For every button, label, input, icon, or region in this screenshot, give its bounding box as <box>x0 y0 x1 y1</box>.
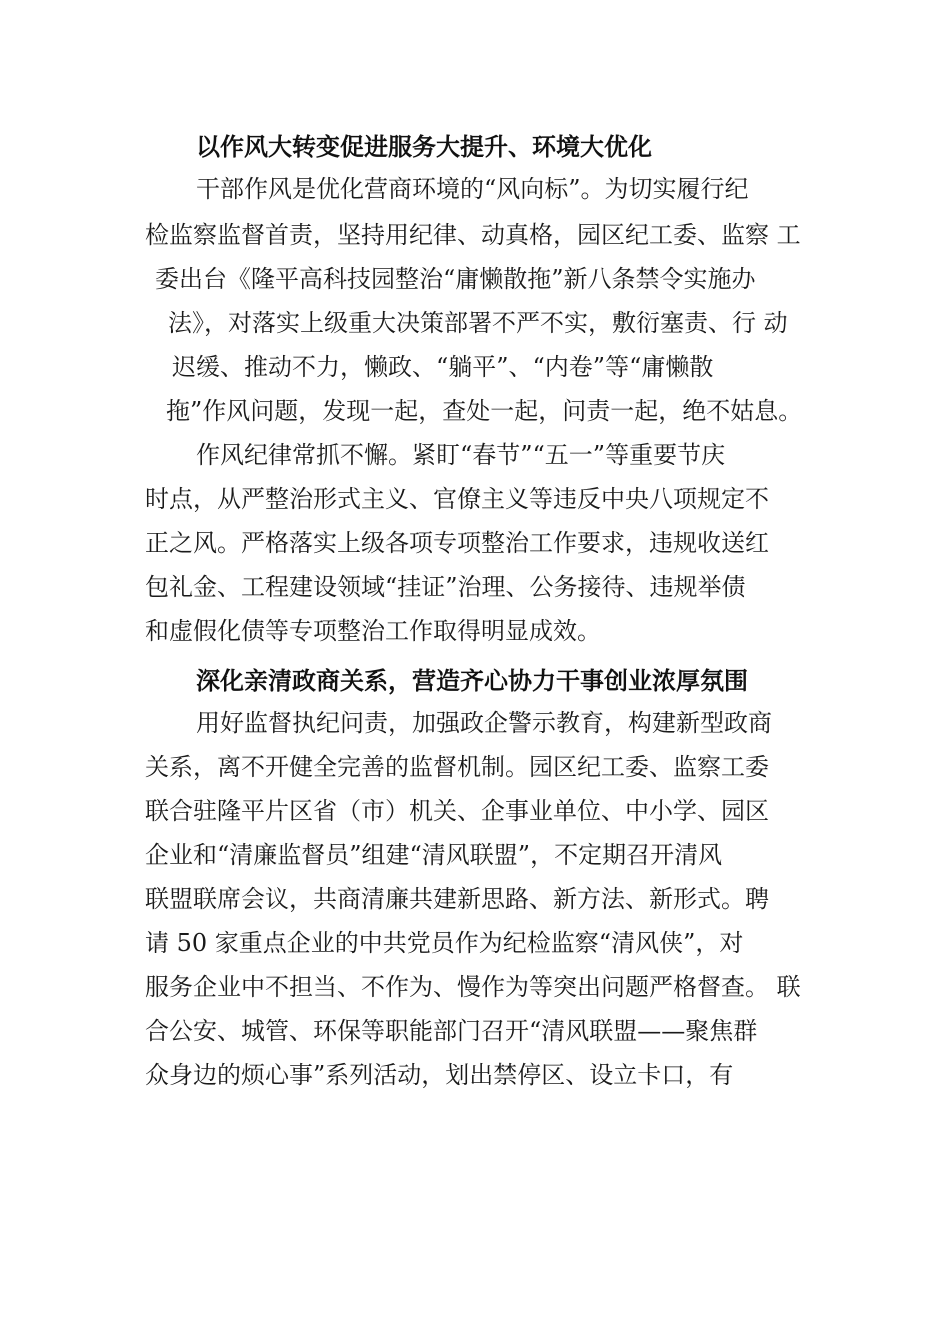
section1-p1-line: 拖”作风问题，发现一起，查处一起，问责一起，绝不姑息。 <box>166 397 803 425</box>
section1-p1-line: 迟缓、推动不力，懒政、“躺平”、“内卷”等“庸懒散 <box>172 353 714 381</box>
section2-p1-line: 请 50 家重点企业的中共党员作为纪检监察“清风侠”，对 <box>145 929 744 957</box>
section2-p1-line: 合公安、城管、环保等职能部门召开“清风联盟——聚焦群 <box>145 1017 758 1045</box>
section1-p2-line: 时点，从严整治形式主义、官僚主义等违反中央八项规定不 <box>145 485 769 513</box>
section1-p1-line: 干部作风是优化营商环境的“风向标”。为切实履行纪 <box>196 175 749 203</box>
section2-heading: 深化亲清政商关系，营造齐心协力干事创业浓厚氛围 <box>196 667 748 695</box>
section1-p1-line: 委出台《隆平高科技园整治“庸懒散拖”新八条禁令实施办 <box>155 265 756 293</box>
section2-p1-line: 关系，离不开健全完善的监督机制。园区纪工委、监察工委 <box>145 753 769 781</box>
section1-p2-line: 和虚假化债等专项整治工作取得明显成效。 <box>145 617 601 645</box>
section1-p1-line: 检监察监督首责，坚持用纪律、动真格，园区纪工委、监察 工 <box>145 221 801 249</box>
section1-p2-line: 包礼金、工程建设领域“挂证”治理、公务接待、违规举债 <box>145 573 746 601</box>
section2-p1-line: 众身边的烦心事”系列活动，划出禁停区、设立卡口，有 <box>145 1061 734 1089</box>
section2-p1-line: 联盟联席会议，共商清廉共建新思路、新方法、新形式。聘 <box>145 885 769 913</box>
section1-p1-line: 法》，对落实上级重大决策部署不严不实，敷衍塞责、行 动 <box>168 309 788 337</box>
section2-p1-line: 用好监督执纪问责，加强政企警示教育，构建新型政商 <box>196 709 772 737</box>
section1-p2-line: 作风纪律常抓不懈。紧盯“春节”“五一”等重要节庆 <box>196 441 726 469</box>
section1-heading: 以作风大转变促进服务大提升、环境大优化 <box>196 133 652 161</box>
section1-p2-line: 正之风。严格落实上级各项专项整治工作要求，违规收送红 <box>145 529 769 557</box>
section2-p1-line: 企业和“清廉监督员”组建“清风联盟”，不定期召开清风 <box>145 841 723 869</box>
section2-p1-line: 服务企业中不担当、不作为、慢作为等突出问题严格督查。 联 <box>145 973 801 1001</box>
section2-p1-line: 联合驻隆平片区省（市）机关、企事业单位、中小学、园区 <box>145 797 769 825</box>
